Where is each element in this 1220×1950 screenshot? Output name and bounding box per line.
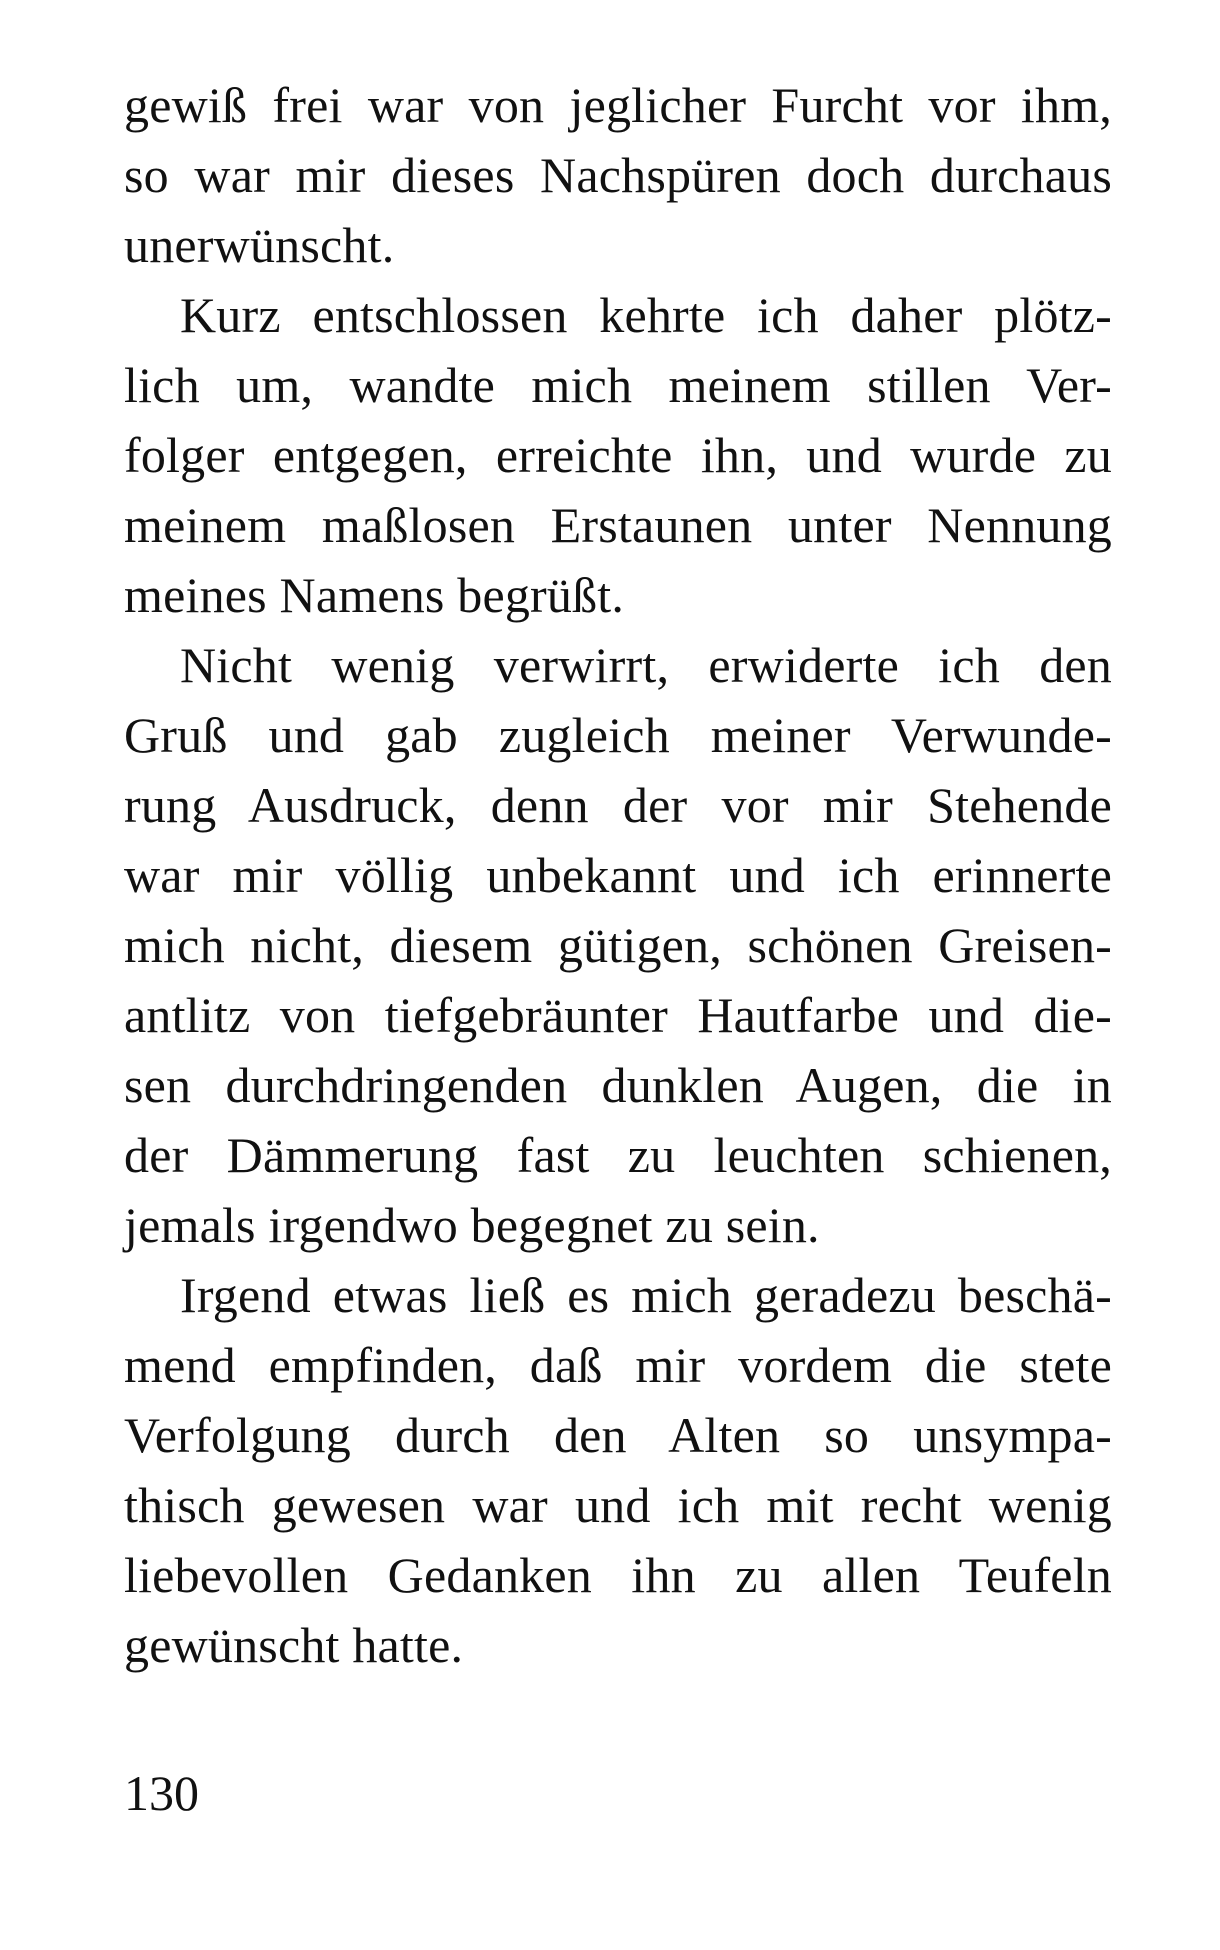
- text-line: folger entgegen, erreichte ihn, und wurde zu: [124, 427, 1112, 483]
- text-line: thisch gewesen war und ich mit recht wenig: [124, 1477, 1112, 1533]
- text-line: gewünscht hatte.: [124, 1617, 464, 1673]
- text-line: lich um, wandte mich meinem stillen Ver-: [124, 357, 1112, 413]
- text-line: sen durchdringenden dunklen Augen, die in: [124, 1057, 1112, 1113]
- text-line: meines Namens begrüßt.: [124, 567, 625, 623]
- page-number: 130: [124, 1765, 199, 1821]
- text-line: Verfolgung durch den Alten so unsympa-: [124, 1407, 1112, 1463]
- text-line: der Dämmerung fast zu leuchten schienen,: [124, 1127, 1112, 1183]
- text-line: war mir völlig unbekannt und ich erinnerte: [124, 847, 1112, 903]
- text-line: antlitz von tiefgebräunter Hautfarbe und die-: [124, 987, 1112, 1043]
- text-line: Nicht wenig verwirrt, erwiderte ich den: [180, 637, 1112, 693]
- text-line: unerwünscht.: [124, 217, 395, 273]
- text-line: mend empfinden, daß mir vordem die stete: [124, 1337, 1112, 1393]
- text-line: jemals irgendwo begegnet zu sein.: [124, 1197, 820, 1253]
- text-line: Irgend etwas ließ es mich geradezu beschä-: [180, 1267, 1112, 1323]
- text-line: so war mir dieses Nachspüren doch durchaus: [124, 147, 1112, 203]
- text-line: mich nicht, diesem gütigen, schönen Greisen-: [124, 917, 1112, 973]
- text-line: rung Ausdruck, denn der vor mir Stehende: [124, 777, 1112, 833]
- body-text: [124, 70, 1112, 1680]
- text-line: Kurz entschlossen kehrte ich daher plötz-: [180, 287, 1112, 343]
- text-line: gewiß frei war von jeglicher Furcht vor ihm,: [124, 77, 1112, 133]
- text-line: Gruß und gab zugleich meiner Verwunde-: [124, 707, 1112, 763]
- text-line: liebevollen Gedanken ihn zu allen Teufeln: [124, 1547, 1112, 1603]
- text-line: meinem maßlosen Erstaunen unter Nennung: [124, 497, 1112, 553]
